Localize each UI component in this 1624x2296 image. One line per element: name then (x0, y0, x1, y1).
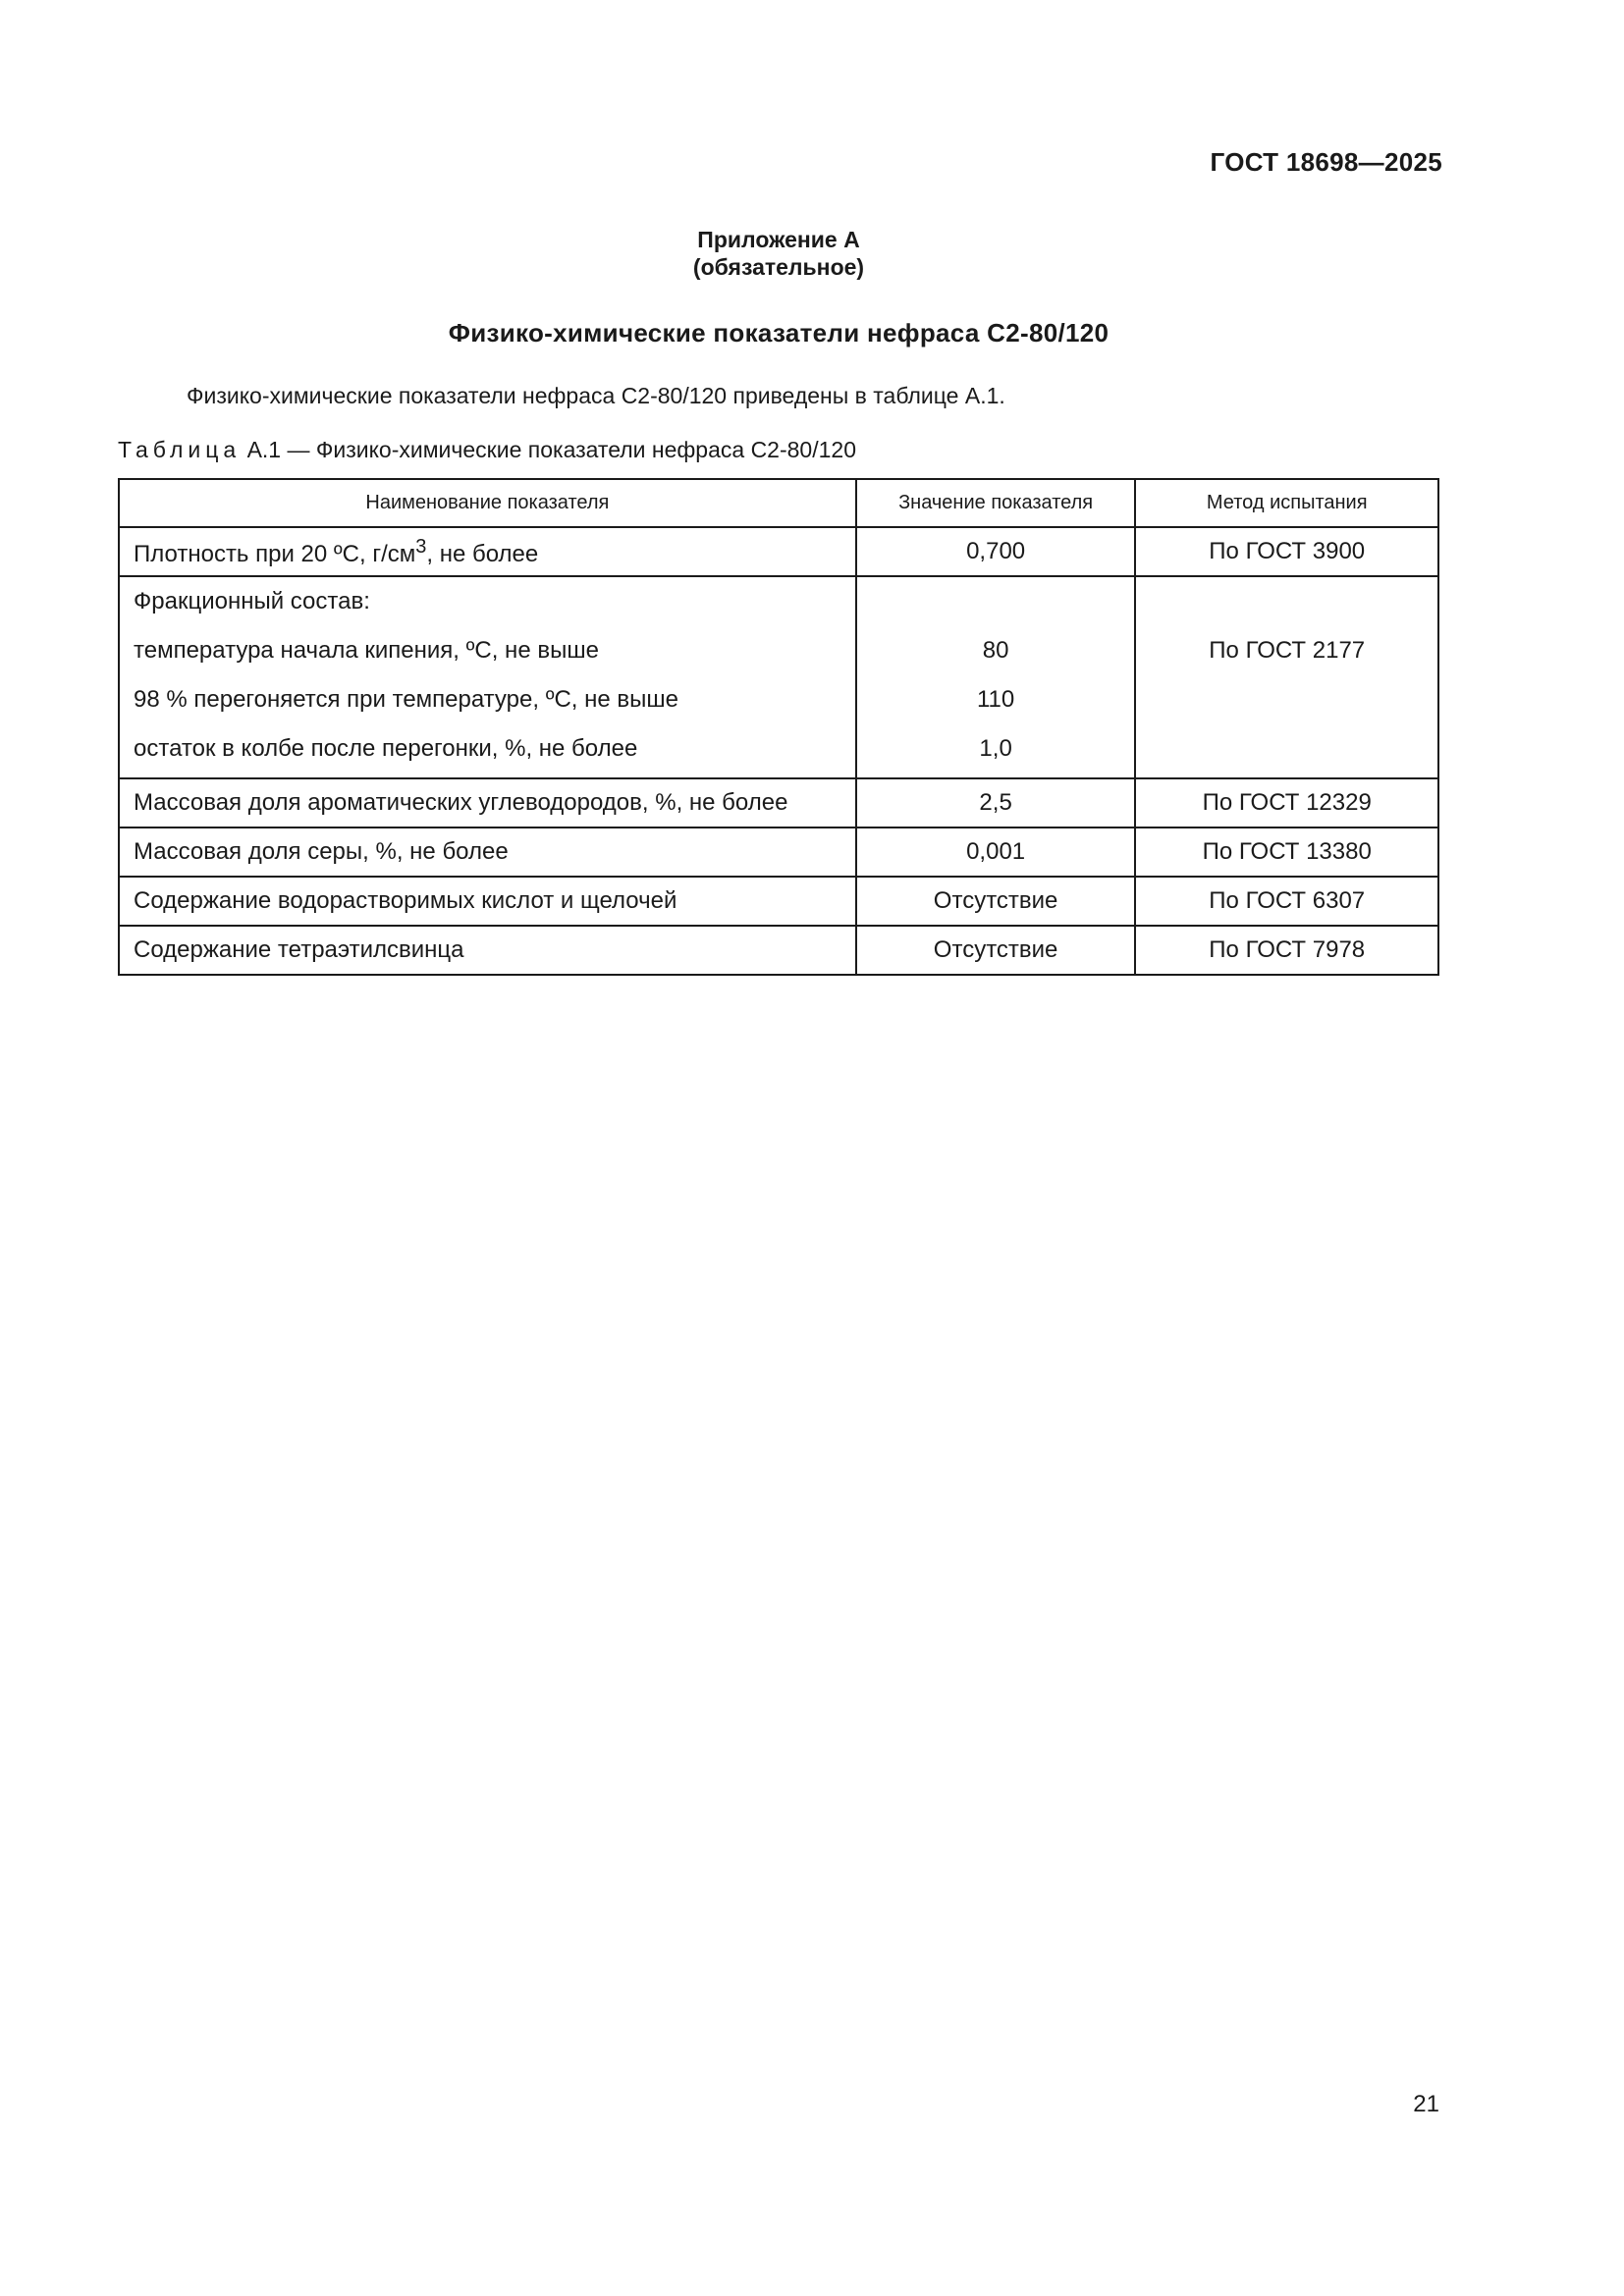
fraction-residue: остаток в колбе после перегонки, %, не более (134, 735, 638, 762)
row-value: Отсутствие (856, 926, 1136, 975)
fraction-method: По ГОСТ 2177 (1209, 637, 1366, 664)
row-name: Содержание тетраэтилсвинца (119, 926, 856, 975)
row-method: По ГОСТ 6307 (1135, 877, 1438, 926)
fraction-value-cell (856, 576, 1136, 778)
density-value: 0,700 (856, 527, 1136, 576)
row-method: По ГОСТ 7978 (1135, 926, 1438, 975)
column-header-value: Значение показателя (856, 479, 1136, 527)
table-header-row (119, 479, 1438, 527)
properties-table (118, 478, 1439, 976)
row-value: Отсутствие (856, 877, 1136, 926)
density-name-suffix: , не более (426, 540, 539, 567)
table-caption-label: Таблица (118, 437, 242, 462)
row-value: 2,5 (856, 778, 1136, 828)
annex-header (0, 226, 1557, 281)
row-method: По ГОСТ 12329 (1135, 778, 1438, 828)
row-name: Массовая доля серы, %, не более (119, 828, 856, 877)
annex-heading: Физико-химические показатели нефраса С2-80/120 (448, 318, 1110, 347)
row-name: Массовая доля ароматических углеводородов, %, не более (119, 778, 856, 828)
table-row (119, 778, 1438, 828)
fraction-name-cell (119, 576, 856, 778)
density-name: Плотность при 20 ºС, г/см (134, 540, 416, 567)
fraction-98-temp: 98 % перегоняется при температуре, ºС, не выше (134, 686, 678, 713)
table-row (119, 926, 1438, 975)
table-row (119, 828, 1438, 877)
fraction-start-temp-value: 80 (982, 637, 1009, 664)
annex-status: (обязательное) (692, 254, 865, 280)
density-method: По ГОСТ 3900 (1135, 527, 1438, 576)
density-name-cell (119, 527, 856, 576)
column-header-method: Метод испытания (1135, 479, 1438, 527)
row-method: По ГОСТ 13380 (1135, 828, 1438, 877)
intro-paragraph: Физико-химические показатели нефраса С2-80/120 приведены в таблице А.1. (187, 383, 1005, 408)
table-caption (118, 437, 856, 463)
row-value: 0,001 (856, 828, 1136, 877)
column-header-name: Наименование показателя (119, 479, 856, 527)
fraction-method-cell (1135, 576, 1438, 778)
fraction-heading: Фракционный состав: (134, 588, 370, 614)
fraction-98-temp-value: 110 (976, 686, 1015, 713)
page-number: 21 (1413, 2091, 1439, 2117)
fraction-residue-value: 1,0 (979, 735, 1012, 762)
table-caption-text: А.1 — Физико-химические показатели нефраса С2-80/120 (241, 437, 856, 462)
table-row (119, 877, 1438, 926)
density-unit-superscript: 3 (415, 535, 427, 558)
row-name: Содержание водорастворимых кислот и щелочей (119, 877, 856, 926)
fraction-start-temp: температура начала кипения, ºС, не выше (134, 637, 599, 664)
table-row-fraction (119, 576, 1438, 778)
document-code: ГОСТ 18698—2025 (1210, 147, 1442, 177)
fraction-heading-value (871, 585, 1121, 634)
table-row-density (119, 527, 1438, 576)
annex-title: Приложение А (697, 227, 860, 252)
